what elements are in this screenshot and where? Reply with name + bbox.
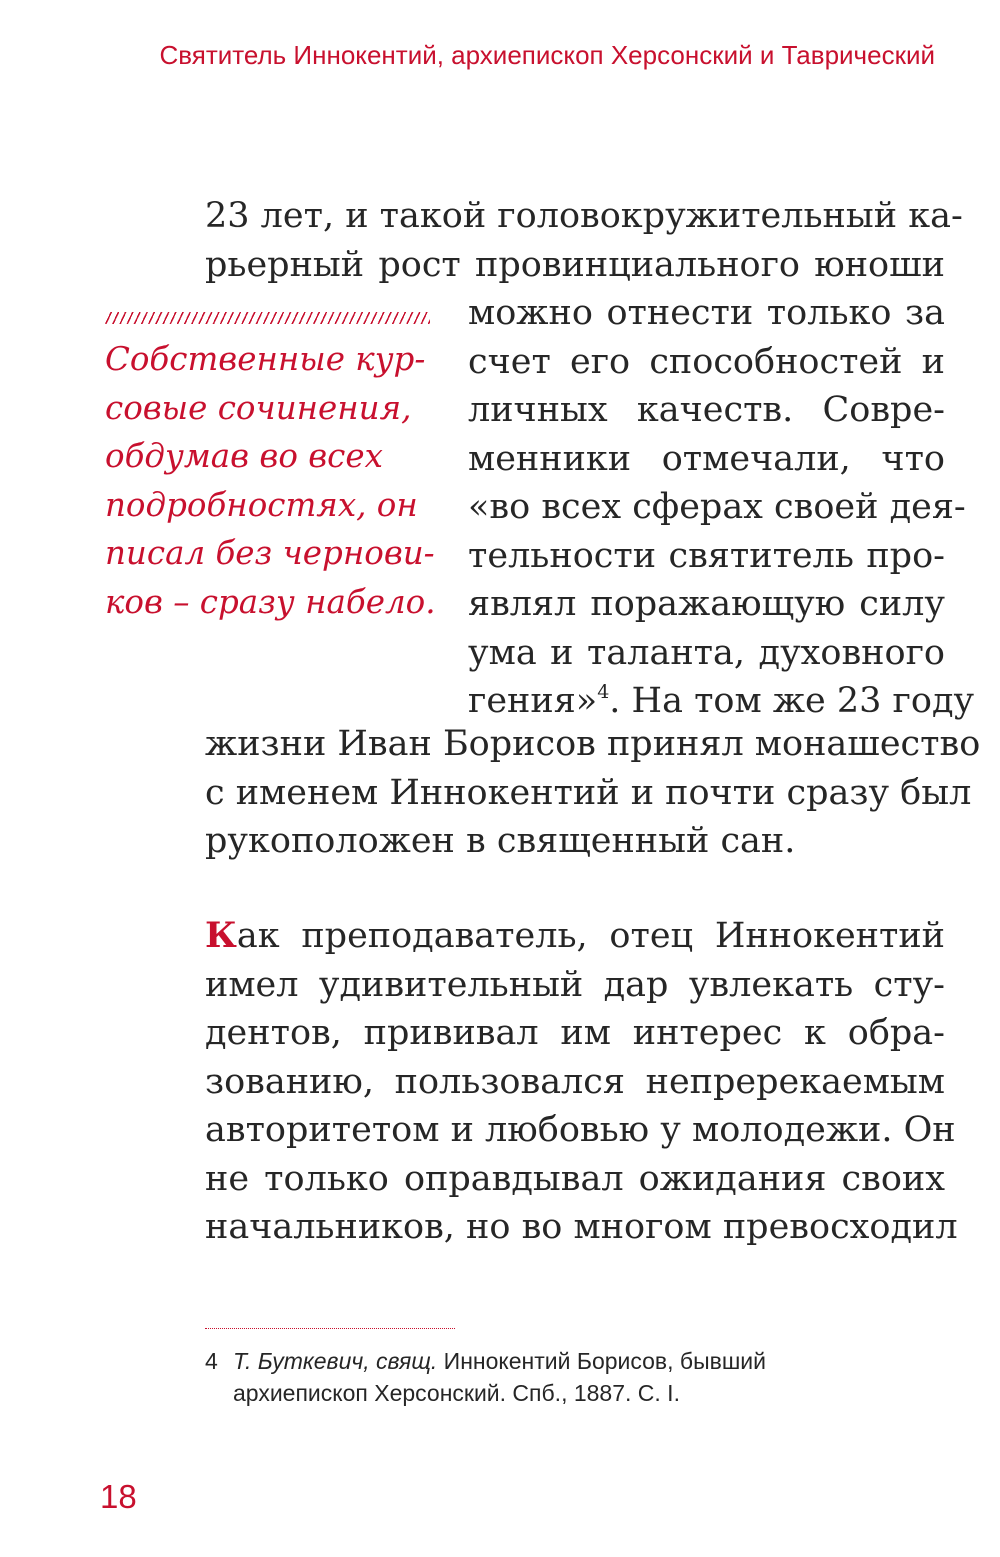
pull-quote-line: писал без чернови- [105,534,435,572]
text-line: авторитетом и любовью у молодежи. Он [205,1110,956,1150]
text-line: 23 лет, и такой головокружительный ка- [205,196,963,236]
text-line: тельности святитель про- [468,535,945,576]
text-line: счет его способностей и [468,341,945,382]
text-line: «во всех сферах своей дея- [468,487,966,527]
footnote-number: 4 [205,1348,218,1374]
text-line: дентов, прививал им интерес к обра- [205,1013,945,1053]
footnote-line [233,1345,825,1377]
text-fragment: гения» [468,681,598,721]
text-line: рьерный рост провинциального юноши [205,244,945,285]
text-line: являл поражающую силу [468,584,945,624]
text-line: имел удивительный дар увлекать сту- [205,964,945,1005]
text-line: ума и таланта, духовного [468,632,945,673]
page-number: 18 [100,1478,137,1515]
text-line: не только оправдывал ожидания своих [205,1158,945,1199]
footnote [205,1345,825,1409]
footnote-separator [205,1328,455,1329]
footnote-text: Иннокентий Борисов, бывший [437,1348,766,1374]
footnote-reference[interactable]: 4 [597,681,610,703]
text-line: личных качеств. Совре- [468,390,945,430]
text-line-with-dropcap [205,912,945,961]
pull-quote-line: ков – сразу набело. [105,582,436,621]
pull-quote-line: обдумав во всех [105,437,383,475]
text-line-with-footnote-ref [468,677,975,726]
paragraph-1-top [205,192,963,289]
pull-quote-line: Собственные кур- [105,340,426,378]
text-line: с именем Иннокентий и почти сразу был [205,772,972,813]
pull-quote-hatch-rule [105,312,430,324]
pull-quote [105,335,436,626]
pull-quote-line: совые сочинения, [105,388,412,427]
footnote-line: архиепископ Херсонский. Спб., 1887. С. I. [233,1380,680,1406]
text-line: можно отнести только за [468,293,945,333]
footnote-author: Т. Буткевич, свящ. [233,1348,438,1374]
paragraph-2 [205,912,958,1252]
dropcap-letter: К [205,915,237,956]
footnote-body [233,1345,825,1409]
text-fragment: . На том же 23 году [609,681,975,721]
running-head: Святитель Иннокентий, архиепископ Херсонский и Таврический [159,40,935,70]
pull-quote-line: подробностях, он [105,485,418,524]
text-line: рукоположен в священный сан. [205,821,796,861]
paragraph-1-narrow [468,289,975,726]
text-line: менники отмечали, что [468,438,945,479]
text-line: жизни Иван Борисов принял монашество [205,724,981,764]
paragraph-1-bottom [205,720,981,866]
text-fragment: ак преподаватель, отец Иннокентий [236,916,945,956]
text-line: начальников, но во многом превосходил [205,1207,958,1247]
text-line: зованию, пользовался непререкаемым [205,1061,945,1102]
